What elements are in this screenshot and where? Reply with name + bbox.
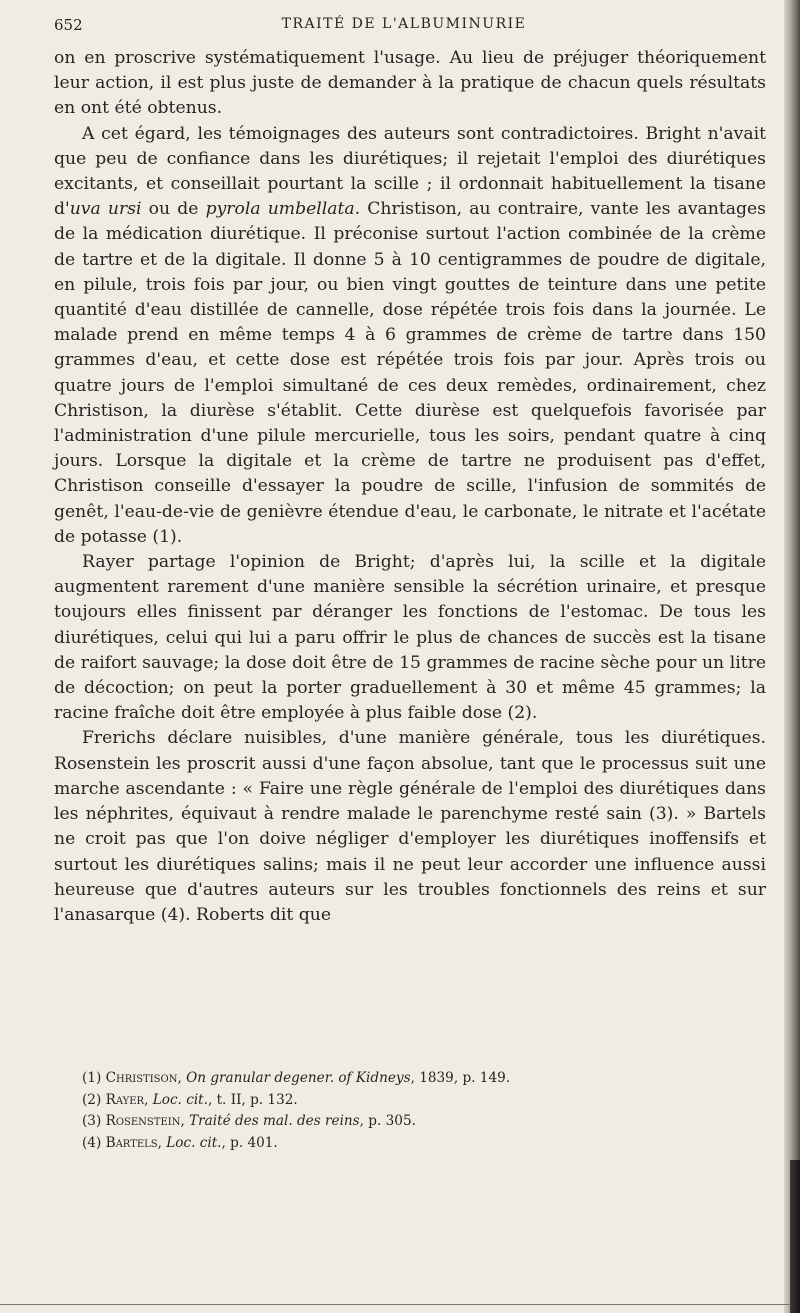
page-header xyxy=(54,16,754,38)
page-bottom-edge xyxy=(0,1304,790,1305)
footnote-author: Bartels xyxy=(105,1134,158,1151)
paragraph: on en proscrive systématiquement l'usage. Au lieu de préjuger théoriquement leur action, il est plus juste de demander à la pratique de chacun quels résultats en ont été obtenus. xyxy=(54,48,766,119)
footnote: (4) Bartels, Loc. cit., p. 401. xyxy=(82,1134,278,1151)
footnote: (2) Rayer, Loc. cit., t. II, p. 132. xyxy=(82,1091,298,1108)
footnote-author: Rayer xyxy=(105,1091,145,1108)
book-spine-shadow xyxy=(784,0,800,1313)
footnote: (3) Rosenstein, Traité des mal. des reins, p. 305. xyxy=(82,1113,416,1129)
footnote-title: On granular degener. of Kidneys xyxy=(186,1070,411,1086)
paragraph: Frerichs déclare nuisibles, d'une manière générale, tous les diurétiques. Rosenstein les proscrit aussi d'une façon absolue, tant que le processus suit une marche ascendante : « Faire une règle générale de l'emploi des diurétiques dans les néphrites, équivaut à rendre malade le parenchyme resté sain (3). » Bartels ne croit pas que l'on doive négliger d'employer les diurétiques inoffensifs et surtout les diurétiques salins; mais il ne peut leur accorder une influence aussi heureuse que d'autres auteurs sur les troubles fonctionnels des reins et sur l'anasarque (4). Roberts dit que xyxy=(54,728,766,925)
latin-term: pyrola umbellata xyxy=(205,199,355,220)
paragraph: A cet égard, les témoignages des auteurs sont contradictoires. Bright n'avait que peu de confiance dans les diurétiques; il rejetait l'emploi des diurétiques excitants, et conseillait pourtant la scille ; il ordonnait habituellement la tisane d'uva ursi ou de pyrola umbellata. Christison, au contraire, vante les avantages de la médication diurétique. Il préconise surtout l'action combinée de la crème de tartre et de la digitale. Il donne 5 à 10 centigrammes de poudre de digitale, en pilule, trois fois par jour, ou bien vingt gouttes de teinture dans une petite quantité d'eau distillée de cannelle, dose répétée trois fois dans la journée. Le malade prend en même temps 4 à 6 grammes de crème de tartre dans 150 grammes d'eau, et cette dose est répétée trois fois par jour. Après trois ou quatre jours de l'emploi simultané de ces deux remèdes, ordinairement, chez Christison, la diurèse s'établit. Cette diurèse est quelquefois favorisée par l'administration d'une pilule mercurielle, tous les soirs, pendant quatre à cinq jours. Lorsque la digitale et la crème de tartre ne produisent pas d'effet, Christison conseille d'essayer la poudre de scille, l'infusion de sommités de genêt, l'eau-de-vie de genièvre étendue d'eau, le carbonate, le nitrate et l'acétate de potasse (1). xyxy=(54,123,766,547)
footnote-title: Loc. cit. xyxy=(152,1091,208,1108)
paragraph: Rayer partage l'opinion de Bright; d'après lui, la scille et la digitale augmentent rarement d'une manière sensible la sécrétion urinaire, et presque toujours elles finissent par déranger les fonctions de l'estomac. De tous les diurétiques, celui qui lui a paru offrir le plus de chances de succès est la tisane de raifort sauvage; la dose doit être de 15 grammes de racine sèche pour un litre de décoction; on peut la porter graduellement à 30 et même 45 grammes; la racine fraîche doit être employée à plus faible dose (2). xyxy=(54,552,766,724)
footnote-title: Loc. cit. xyxy=(166,1134,222,1151)
latin-term: uva ursi xyxy=(69,199,142,220)
footnote-title: Traité des mal. des reins xyxy=(189,1113,360,1129)
footnote-author: Rosenstein xyxy=(105,1113,181,1129)
footnote: (1) Christison, On granular degener. of Kidneys, 1839, p. 149. xyxy=(82,1070,511,1086)
footnotes xyxy=(54,1068,766,1154)
footnote-author: Christison xyxy=(105,1070,178,1086)
book-edge-shadow xyxy=(790,1160,800,1313)
page-number: 652 xyxy=(54,16,83,34)
main-text xyxy=(54,46,766,928)
running-title: TRAITÉ DE L'ALBUMINURIE xyxy=(281,16,527,32)
